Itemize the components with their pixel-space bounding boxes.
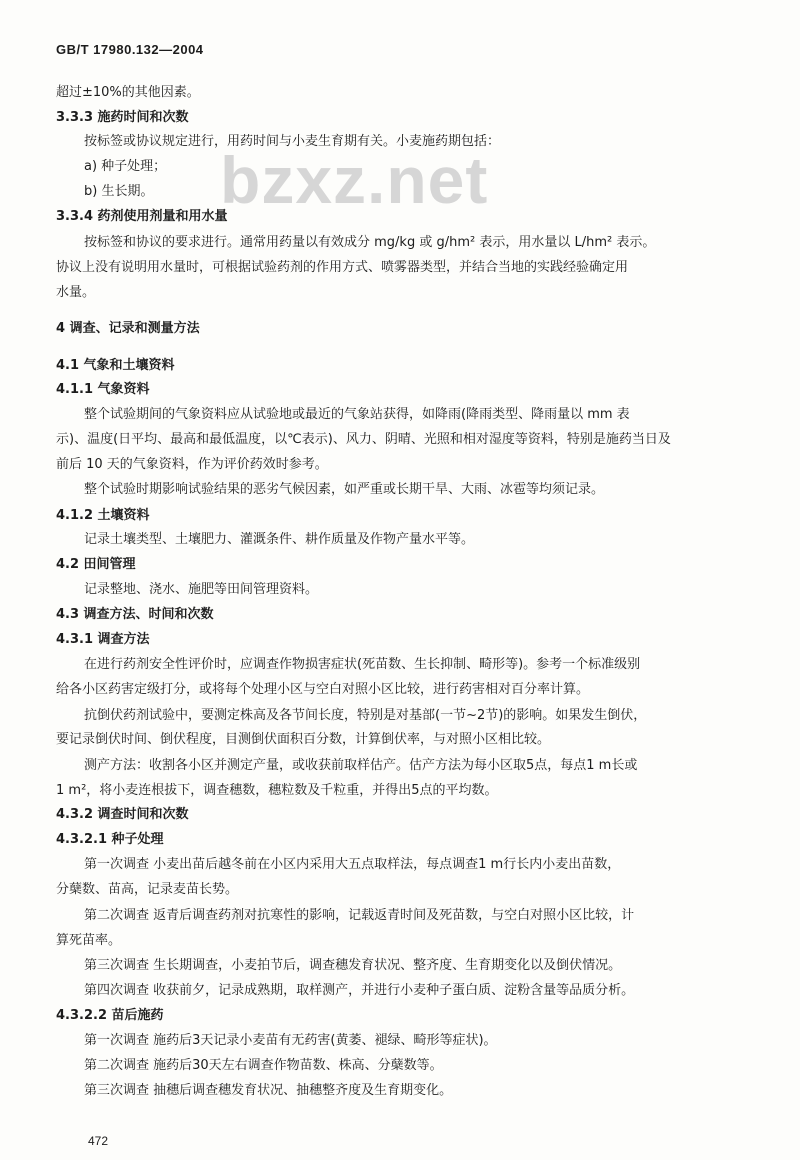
chapter-heading: 4 调查、记录和测量方法 xyxy=(56,321,200,336)
text-line: 分蘖数、苗高，记录麦苗长势。 xyxy=(56,882,239,897)
text-line: 测产方法：收割各小区并测定产量，或收获前取样估产。估产方法为每小区取5点，每点1 m长或 xyxy=(84,758,638,773)
text-line: 给各小区药害定级打分，或将每个处理小区与空白对照小区比较，进行药害相对百分率计算。 xyxy=(56,682,590,697)
watermark: bzxz.net xyxy=(220,143,489,217)
section-heading: 4.3.2.2 苗后施药 xyxy=(56,1008,164,1023)
text-line: 记录整地、浇水、施肥等田间管理资料。 xyxy=(84,582,319,597)
section-heading: 4.3 调查方法、时间和次数 xyxy=(56,607,214,622)
text-line: 前后 10 天的气象资料，作为评价药效时参考。 xyxy=(56,457,328,472)
section-heading: 4.3.2 调查时间和次数 xyxy=(56,807,189,822)
text-line: 超过±10%的其他因素。 xyxy=(56,85,200,100)
section-heading: 4.2 田间管理 xyxy=(56,557,136,572)
section-heading: 3.3.4 药剂使用剂量和用水量 xyxy=(56,209,228,224)
text-line: 要记录倒伏时间、倒伏程度，目测倒伏面积百分数，计算倒伏率，与对照小区相比较。 xyxy=(56,732,551,747)
text-line: 协议上没有说明用水量时，可根据试验药剂的作用方式、喷雾器类型，并结合当地的实践经验确定用 xyxy=(56,260,629,275)
text-line: 第三次调查 抽穗后调查穗发育状况、抽穗整齐度及生育期变化。 xyxy=(84,1083,453,1098)
text-line: 在进行药剂安全性评价时，应调查作物损害症状(死苗数、生长抑制、畸形等)。参考一个标准级别 xyxy=(84,657,641,672)
text-line: 算死苗率。 xyxy=(56,933,122,948)
section-heading: 3.3.3 施药时间和次数 xyxy=(56,110,189,125)
page-number: 472 xyxy=(88,1134,109,1148)
text-line: 抗倒伏药剂试验中，要测定株高及各节间长度，特别是对基部(一节~2节)的影响。如果发生倒伏， xyxy=(84,708,647,723)
section-heading: 4.3.1 调查方法 xyxy=(56,632,150,647)
text-line: 示)、温度(日平均、最高和最低温度，以℃表示)、风力、阴晴、光照和相对湿度等资料，特别是施药当日及 xyxy=(56,432,671,447)
text-line: 第二次调查 施药后30天左右调查作物苗数、株高、分蘖数等。 xyxy=(84,1058,443,1073)
text-line: 按标签和协议的要求进行。通常用药量以有效成分 mg/kg 或 g/hm² 表示，用水量以 L/hm² 表示。 xyxy=(84,235,656,250)
list-item: a) 种子处理； xyxy=(84,159,167,174)
list-item: b) 生长期。 xyxy=(84,184,154,199)
text-line: 第一次调查 施药后3天记录小麦苗有无药害(黄萎、褪绿、畸形等症状)。 xyxy=(84,1033,497,1048)
text-line: 第四次调查 收获前夕，记录成熟期，取样测产，并进行小麦种子蛋白质、淀粉含量等品质分析。 xyxy=(84,983,635,998)
text-line: 1 m²，将小麦连根拔下，调查穗数，穗粒数及千粒重，并得出5点的平均数。 xyxy=(56,783,498,798)
section-heading: 4.1.2 土壤资料 xyxy=(56,508,150,523)
section-heading: 4.1.1 气象资料 xyxy=(56,382,150,397)
text-line: 水量。 xyxy=(56,285,96,300)
section-heading: 4.1 气象和土壤资料 xyxy=(56,358,175,373)
text-line: 按标签或协议规定进行，用药时间与小麦生育期有关。小麦施药期包括： xyxy=(84,134,501,149)
section-heading: 4.3.2.1 种子处理 xyxy=(56,832,164,847)
text-line: 第三次调查 生长期调查，小麦拍节后，调查穗发育状况、整齐度、生育期变化以及倒伏情况。 xyxy=(84,958,622,973)
standard-code: GB/T 17980.132—2004 xyxy=(56,42,204,57)
text-line: 第二次调查 返青后调查药剂对抗寒性的影响，记载返青时间及死苗数，与空白对照小区比较，计 xyxy=(84,908,635,923)
text-line: 整个试验时期影响试验结果的恶劣气候因素，如严重或长期干旱、大雨、冰雹等均须记录。 xyxy=(84,482,605,497)
text-line: 记录土壤类型、土壤肥力、灌溉条件、耕作质量及作物产量水平等。 xyxy=(84,532,475,547)
text-line: 整个试验期间的气象资料应从试验地或最近的气象站获得，如降雨(降雨类型、降雨量以 mm 表 xyxy=(84,407,630,422)
text-line: 第一次调查 小麦出苗后越冬前在小区内采用大五点取样法，每点调查1 m行长内小麦出苗数， xyxy=(84,857,621,872)
